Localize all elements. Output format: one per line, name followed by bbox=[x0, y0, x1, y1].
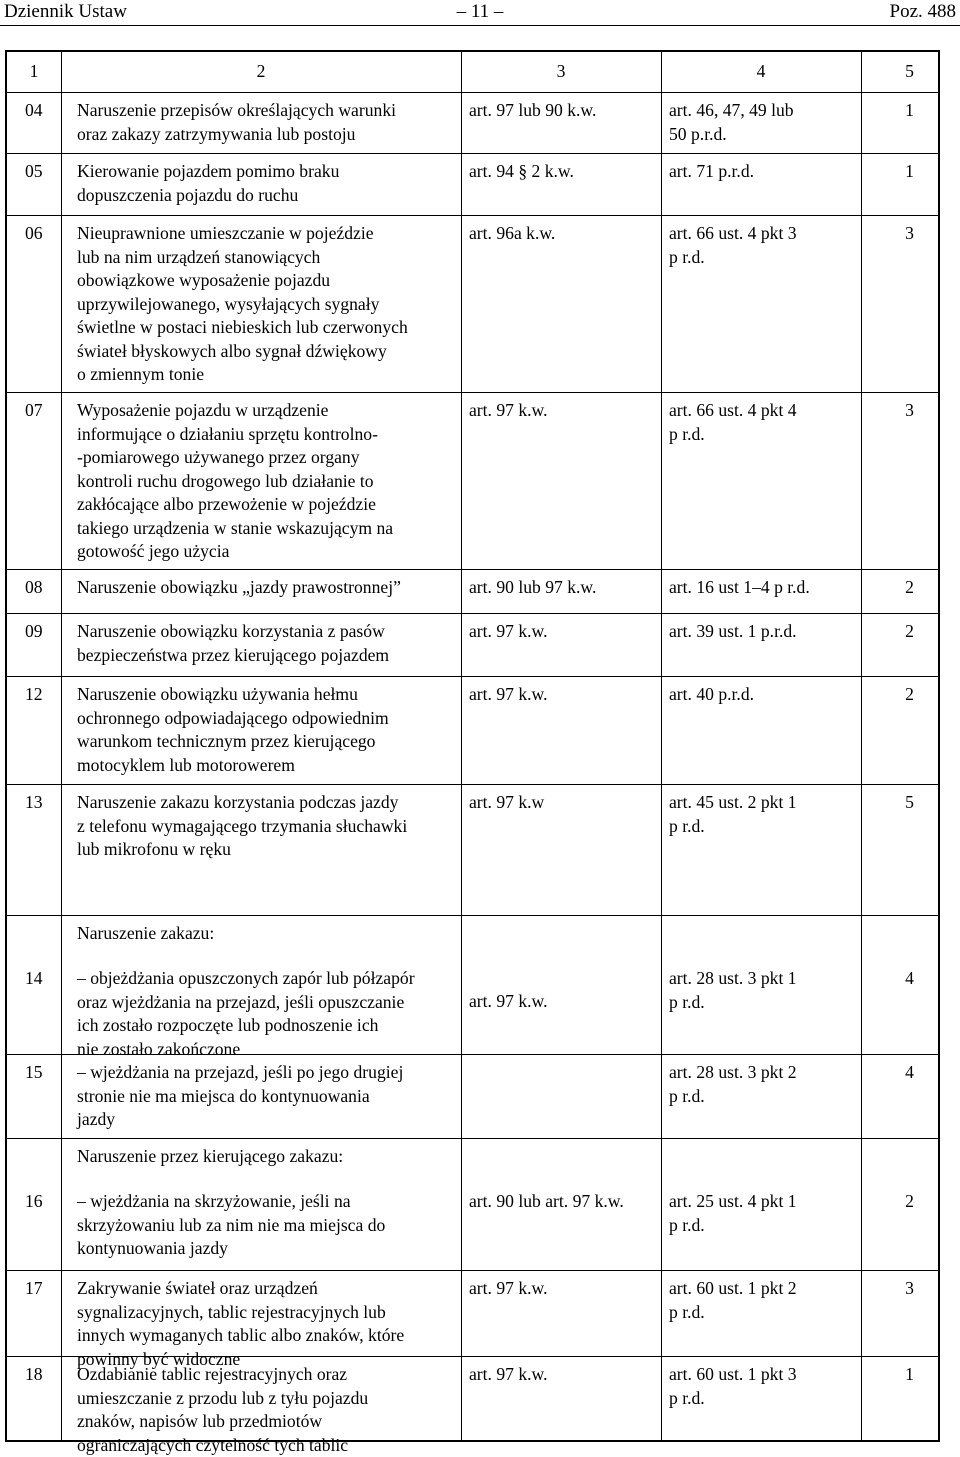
prd-article: art. 16 ust 1–4 p r.d. bbox=[669, 577, 810, 597]
penalty-table bbox=[5, 50, 940, 1455]
kw-article: art. 97 k.w. bbox=[469, 621, 548, 641]
prd-article: art. 66 ust. 4 pkt 3 p r.d. bbox=[669, 223, 797, 267]
row-number: 06 bbox=[25, 223, 43, 243]
penalty-points: 3 bbox=[905, 1278, 914, 1298]
row-number: 15 bbox=[25, 1062, 43, 1082]
column-divider bbox=[861, 52, 862, 1440]
violation-description: Ozdabianie tablic rejestracyjnych oraz umieszczanie z przodu lub z tyłu pojazdu znaków, napisów lub przedmiotów ograniczających czytelność tych tablic bbox=[77, 1364, 369, 1455]
kw-article: art. 97 k.w. bbox=[469, 1364, 548, 1384]
penalty-points: 1 bbox=[905, 161, 914, 181]
penalty-points: 5 bbox=[905, 792, 914, 812]
position-number: Poz. 488 bbox=[889, 1, 956, 22]
row-number: 12 bbox=[25, 684, 43, 704]
penalty-points: 4 bbox=[905, 968, 914, 988]
row-number: 09 bbox=[25, 621, 43, 641]
page-header bbox=[0, 0, 960, 24]
violation-description: Naruszenie przez kierującego zakazu: bbox=[77, 1146, 344, 1166]
table-row bbox=[7, 1356, 938, 1455]
column-divider bbox=[661, 52, 662, 1440]
row-number: 07 bbox=[25, 400, 43, 420]
penalty-points: 3 bbox=[905, 223, 914, 243]
penalty-points: 1 bbox=[905, 100, 914, 120]
row-number: 05 bbox=[25, 161, 43, 181]
violation-description: Naruszenie obowiązku używania hełmu ochronnego odpowiadającego odpowiednim warunkom technicznym przez kierującego motocyklem lub motorowerem bbox=[77, 684, 389, 775]
prd-article: art. 39 ust. 1 p.r.d. bbox=[669, 621, 797, 641]
row-number: 17 bbox=[25, 1278, 43, 1298]
col-header-2: 2 bbox=[256, 61, 266, 81]
kw-article: art. 97 k.w bbox=[469, 792, 545, 812]
violation-description: Naruszenie obowiązku korzystania z pasów bezpieczeństwa przez kierującego pojazdem bbox=[77, 621, 390, 665]
table-row bbox=[7, 1138, 938, 1185]
table-row bbox=[7, 1270, 938, 1369]
header-rule bbox=[0, 25, 960, 26]
prd-article: art. 46, 47, 49 lub 50 p.r.d. bbox=[669, 100, 794, 144]
table-row bbox=[7, 915, 938, 962]
table-row bbox=[7, 215, 938, 393]
col-header-5: 5 bbox=[905, 61, 914, 81]
prd-article: art. 60 ust. 1 pkt 2 p r.d. bbox=[669, 1278, 797, 1322]
kw-article: art. 90 lub 97 k.w. bbox=[469, 577, 597, 597]
table-row bbox=[7, 784, 938, 916]
page-number: – 11 – bbox=[456, 1, 504, 22]
kw-article: art. 97 k.w. bbox=[469, 684, 548, 704]
penalty-points: 1 bbox=[905, 1364, 914, 1384]
prd-article: art. 66 ust. 4 pkt 4 p r.d. bbox=[669, 400, 797, 444]
violation-description: Kierowanie pojazdem pomimo braku dopuszczenia pojazdu do ruchu bbox=[77, 161, 340, 205]
table-row bbox=[7, 153, 938, 216]
violation-description: Naruszenie zakazu: bbox=[77, 923, 215, 943]
table-row bbox=[7, 569, 938, 614]
violation-description: Naruszenie przepisów określających warunki oraz zakazy zatrzymywania lub postoju bbox=[77, 100, 396, 144]
column-divider bbox=[461, 52, 462, 1440]
prd-article: art. 71 p.r.d. bbox=[669, 161, 755, 181]
table-row bbox=[7, 92, 938, 154]
table-row bbox=[7, 676, 938, 785]
prd-article: art. 45 ust. 2 pkt 1 p r.d. bbox=[669, 792, 797, 836]
penalty-points: 2 bbox=[905, 684, 914, 704]
kw-article: art. 90 lub art. 97 k.w. bbox=[469, 1191, 624, 1211]
penalty-points: 2 bbox=[905, 577, 914, 597]
violation-description: – wjeżdżania na skrzyżowanie, jeśli na skrzyżowaniu lub za nim nie ma miejsca do kontynuowania jazdy bbox=[77, 1191, 386, 1258]
violation-description: Naruszenie zakazu korzystania podczas jazdy z telefonu wymagającego trzymania słuchawki lub mikrofonu w ręku bbox=[77, 792, 408, 859]
kw-article-merged: art. 97 k.w. bbox=[469, 991, 548, 1011]
penalty-points: 2 bbox=[905, 621, 914, 641]
journal-title: Dziennik Ustaw bbox=[4, 1, 127, 22]
row-number: 13 bbox=[25, 792, 43, 812]
prd-article: art. 28 ust. 3 pkt 1 p r.d. bbox=[669, 968, 797, 1012]
kw-article: art. 97 k.w. bbox=[469, 1278, 548, 1298]
penalty-points: 2 bbox=[905, 1191, 914, 1211]
kw-article: art. 97 lub 90 k.w. bbox=[469, 100, 597, 120]
kw-article: art. 97 k.w. bbox=[469, 400, 548, 420]
prd-article: art. 40 p.r.d. bbox=[669, 684, 755, 704]
row-number: 08 bbox=[25, 577, 43, 597]
col-header-3: 3 bbox=[556, 61, 566, 81]
violation-description: Zakrywanie świateł oraz urządzeń sygnalizacyjnych, tablic rejestracyjnych lub innych wymaganych tablic albo znaków, które powinny być widoczne bbox=[77, 1278, 405, 1369]
prd-article: art. 25 ust. 4 pkt 1 p r.d. bbox=[669, 1191, 797, 1235]
row-number: 18 bbox=[25, 1364, 43, 1384]
col-header-4: 4 bbox=[756, 61, 766, 81]
table-row bbox=[7, 1184, 938, 1270]
table-row bbox=[7, 613, 938, 677]
table-row bbox=[7, 1054, 938, 1139]
penalty-points: 4 bbox=[905, 1062, 914, 1082]
col-header-1: 1 bbox=[29, 61, 39, 81]
penalty-points: 3 bbox=[905, 400, 914, 420]
violation-description: Wyposażenie pojazdu w urządzenie informujące o działaniu sprzętu kontrolno- -pomiarowego używanego przez organy kontroli ruchu drogowego lub działanie to zakłócające albo przewożenie w pojeździe takiego urządzenia w stanie wskazującym na gotowość jego użycia bbox=[77, 400, 394, 561]
prd-article: art. 28 ust. 3 pkt 2 p r.d. bbox=[669, 1062, 797, 1106]
row-number: 14 bbox=[25, 968, 43, 988]
row-number: 04 bbox=[25, 100, 43, 120]
violation-description: – objeżdżania opuszczonych zapór lub półzapór oraz wjeżdżania na przejazd, jeśli opuszczanie ich zostało rozpoczęte lub podnoszenie ich nie zostało zakończone bbox=[77, 968, 415, 1059]
violation-description: Nieuprawnione umieszczanie w pojeździe lub na nim urządzeń stanowiących obowiązkowe wyposażenie pojazdu uprzywilejowanego, wysyłających sygnały świetlne w postaci niebieskich lub czerwonych świateł błyskowych albo sygnał dźwiękowy o zmiennym tonie bbox=[77, 223, 408, 384]
table-header-row bbox=[7, 52, 938, 92]
kw-article: art. 94 § 2 k.w. bbox=[469, 161, 574, 181]
prd-article: art. 60 ust. 1 pkt 3 p r.d. bbox=[669, 1364, 797, 1408]
table-row bbox=[7, 392, 938, 570]
violation-description: – wjeżdżania na przejazd, jeśli po jego drugiej stronie nie ma miejsca do kontynuowania jazdy bbox=[77, 1062, 404, 1129]
violation-description: Naruszenie obowiązku „jazdy prawostronnej” bbox=[77, 577, 401, 597]
column-divider bbox=[61, 52, 62, 1440]
row-number: 16 bbox=[25, 1191, 43, 1211]
kw-article: art. 96a k.w. bbox=[469, 223, 556, 243]
